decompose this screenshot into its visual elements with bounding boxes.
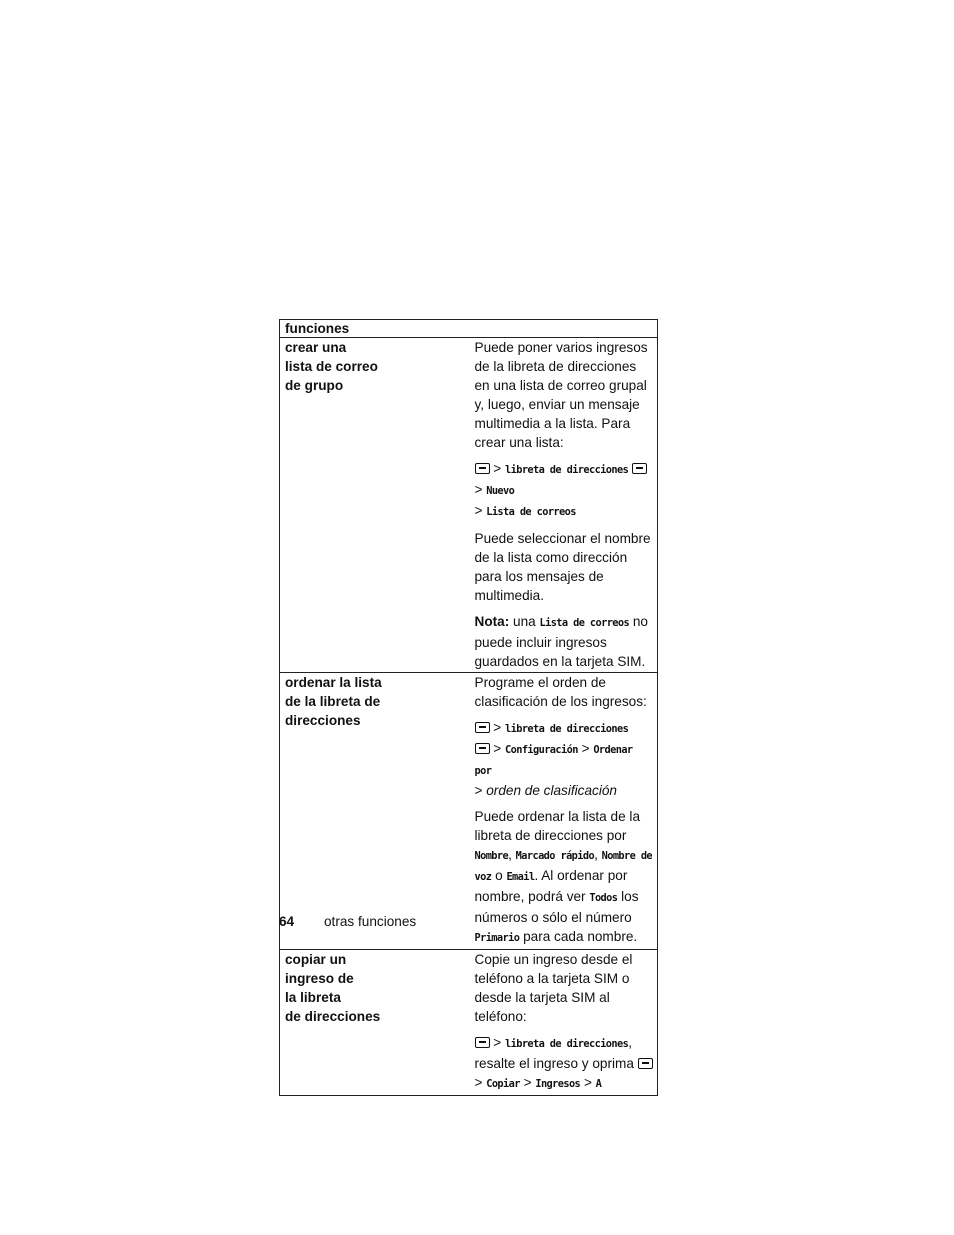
feature-description [469,338,658,673]
menu-path: > libreta de direcciones, resalte el ingreso y oprima > Copiar > Ingresos > A [475,1033,654,1094]
body-text: Puede ordenar la lista de la libreta de direcciones por Nombre, Marcado rápido, Nombre de voz o Email. Al ordenar por nombre, podrá ver Todos los números o sólo el número Primario para cada nombre. [474,809,653,944]
menu-path: > libreta de direcciones > Configuración > Ordenar por > orden de clasificación [474,720,633,798]
table-header: funciones [280,320,658,338]
table-header-row [280,320,658,338]
features-table [279,319,658,1096]
menu-key-icon [475,1037,490,1048]
feature-line: direcciones [285,713,361,728]
menu-option-variable: orden de clasificación [486,783,617,798]
menu-option: Copiar [486,1078,520,1090]
feature-line: de la libreta de [285,694,381,709]
feature-line: de direcciones [285,1009,381,1024]
feature-name [280,338,469,673]
menu-key-icon [638,1058,653,1069]
menu-option: A [595,1078,602,1090]
section-title: otras funciones [324,914,417,929]
table-row [280,338,658,673]
feature-description [469,950,658,1096]
feature-line: ingreso de [285,971,354,986]
feature-line: la libreta [285,990,341,1005]
intro-text: Copie un ingreso desde el teléfono a la tarjeta SIM o desde la tarjeta SIM al teléfono: [474,952,633,1024]
menu-option: Lista de correos [486,506,576,518]
feature-description [469,673,658,950]
intro-text: Puede poner varios ingresos de la libreta de direcciones en una lista de correo grupal y, luego, enviar un mensaje multimedia a la lista. Para crear una lista: [474,340,648,450]
feature-line: ordenar la lista [285,675,382,690]
table-row [280,950,658,1096]
feature-line: crear una [285,340,347,355]
feature-line: lista de correo [285,359,378,374]
note-text: Nota: una Lista de correos no puede incluir ingresos guardados en la tarjeta SIM. [474,614,648,669]
menu-path: > libreta de direcciones > Nuevo > Lista de correos [475,459,654,522]
menu-option: libreta de direcciones [505,464,629,476]
feature-name [280,673,469,950]
menu-key-icon [475,463,490,474]
feature-line: copiar un [285,952,347,967]
menu-key-icon [475,722,490,733]
body-text: Puede seleccionar el nombre de la lista como dirección para los mensajes de multimedia. [474,531,651,603]
menu-key-icon [632,463,647,474]
menu-option: libreta de direcciones [505,1038,629,1050]
menu-key-icon [475,743,490,754]
page-number: 64 [279,914,295,929]
table-row [280,673,658,950]
feature-name [280,950,469,1096]
menu-option: libreta de direcciones [505,723,629,735]
menu-option: Nuevo [486,485,515,497]
menu-option: Ingresos [535,1078,581,1090]
feature-line: de grupo [285,378,344,393]
menu-option: Configuración [505,744,578,756]
intro-text: Programe el orden de clasificación de los ingresos: [474,675,647,709]
menu-option: Ordenar por [474,744,633,777]
